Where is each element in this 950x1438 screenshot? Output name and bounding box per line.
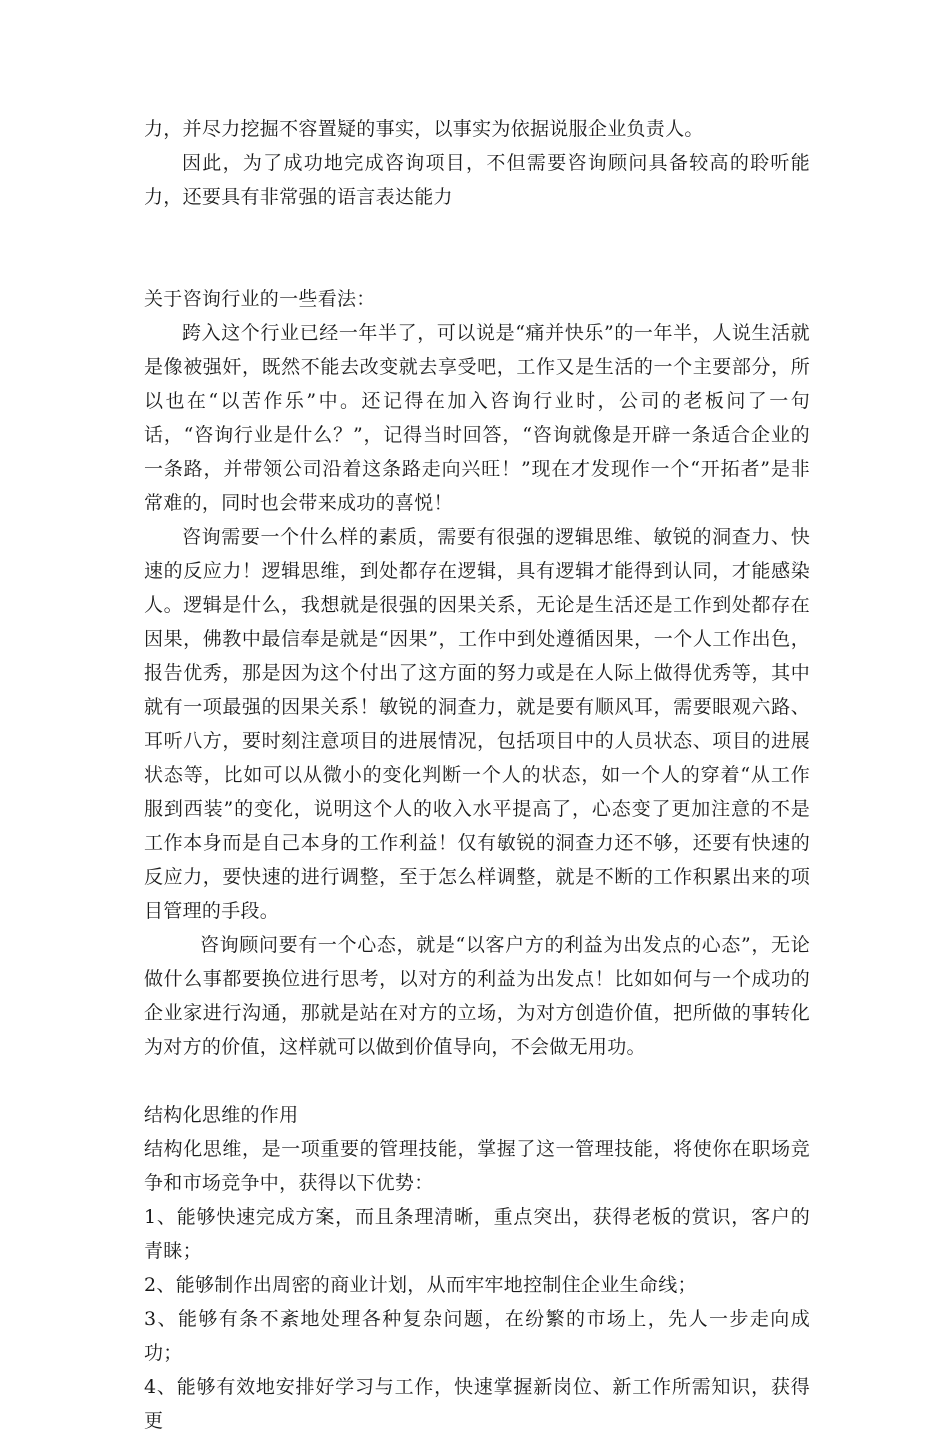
paragraph-conclusion: 因此，为了成功地完成咨询项目，不但需要咨询顾问具备较高的聆听能力，还要具有非常强的语言表达能力 xyxy=(144,152,810,208)
list-item: 1、能够快速完成方案，而且条理清晰，重点突出，获得老板的赏识，客户的青睐； xyxy=(144,1206,810,1262)
list-item: 2、能够制作出周密的商业计划，从而牢牢地控制住企业生命线； xyxy=(144,1274,697,1296)
section-heading-structured-thinking: 结构化思维的作用 xyxy=(144,1104,299,1126)
paragraph-structured-thinking: 结构化思维，是一项重要的管理技能，掌握了这一管理技能，将使你在职场竞争和市场竞争中，获得以下优势： xyxy=(144,1138,810,1194)
spacer xyxy=(144,1064,810,1098)
paragraph-consulting-intro: 跨入这个行业已经一年半了，可以说是“痛并快乐”的一年半，人说生活就是像被强奸，既然不能去改变就去享受吧，工作又是生活的一个主要部分，所以也在“以苦作乐”中。还记得在加入咨询行业时，公司的老板问了一句话，“咨询行业是什么？”，记得当时回答，“咨询就像是开辟一条适合企业的一条路，并带领公司沿着这条路走向兴旺！”现在才发现作一个“开拓者”是非常难的，同时也会带来成功的喜悦！ xyxy=(144,322,810,514)
spacer xyxy=(144,214,810,282)
list-item: 3、能够有条不紊地处理各种复杂问题，在纷繁的市场上，先人一步走向成功； xyxy=(144,1308,810,1364)
paragraph-consulting-qualities: 咨询需要一个什么样的素质，需要有很强的逻辑思维、敏锐的洞查力、快速的反应力！逻辑思维，到处都存在逻辑，具有逻辑才能得到认同，才能感染人。逻辑是什么，我想就是很强的因果关系，无论是生活还是工作到处都存在因果，佛教中最信奉是就是“因果”，工作中到处遵循因果，一个人工作出色，报告优秀，那是因为这个付出了这方面的努力或是在人际上做得优秀等，其中就有一项最强的因果关系！敏锐的洞查力，就是要有顺风耳，需要眼观六路、耳听八方，要时刻注意项目的进展情况，包括项目中的人员状态、项目的进展状态等，比如可以从微小的变化判断一个人的状态，如一个人的穿着“从工作服到西装”的变化，说明这个人的收入水平提高了，心态变了更加注意的不是工作本身而是自己本身的工作利益！仅有敏锐的洞查力还不够，还要有快速的反应力，要快速的进行调整，至于怎么样调整，就是不断的工作积累出来的项目管理的手段。 xyxy=(144,526,810,922)
document-body xyxy=(144,112,810,1438)
paragraph-consultant-mindset: 咨询顾问要有一个心态，就是“以客户方的利益为出发点的心态”，无论做什么事都要换位进行思考，以对方的利益为出发点！比如如何与一个成功的企业家进行沟通，那就是站在对方的立场，为对方创造价值，把所做的事转化为对方的价值，这样就可以做到价值导向，不会做无用功。 xyxy=(144,934,810,1058)
list-item: 4、能够有效地安排好学习与工作，快速掌握新岗位、新工作所需知识，获得更 xyxy=(144,1376,810,1432)
section-heading-consulting: 关于咨询行业的一些看法： xyxy=(144,288,376,310)
paragraph-continuation: 力，并尽力挖掘不容置疑的事实，以事实为依据说服企业负责人。 xyxy=(144,118,704,140)
